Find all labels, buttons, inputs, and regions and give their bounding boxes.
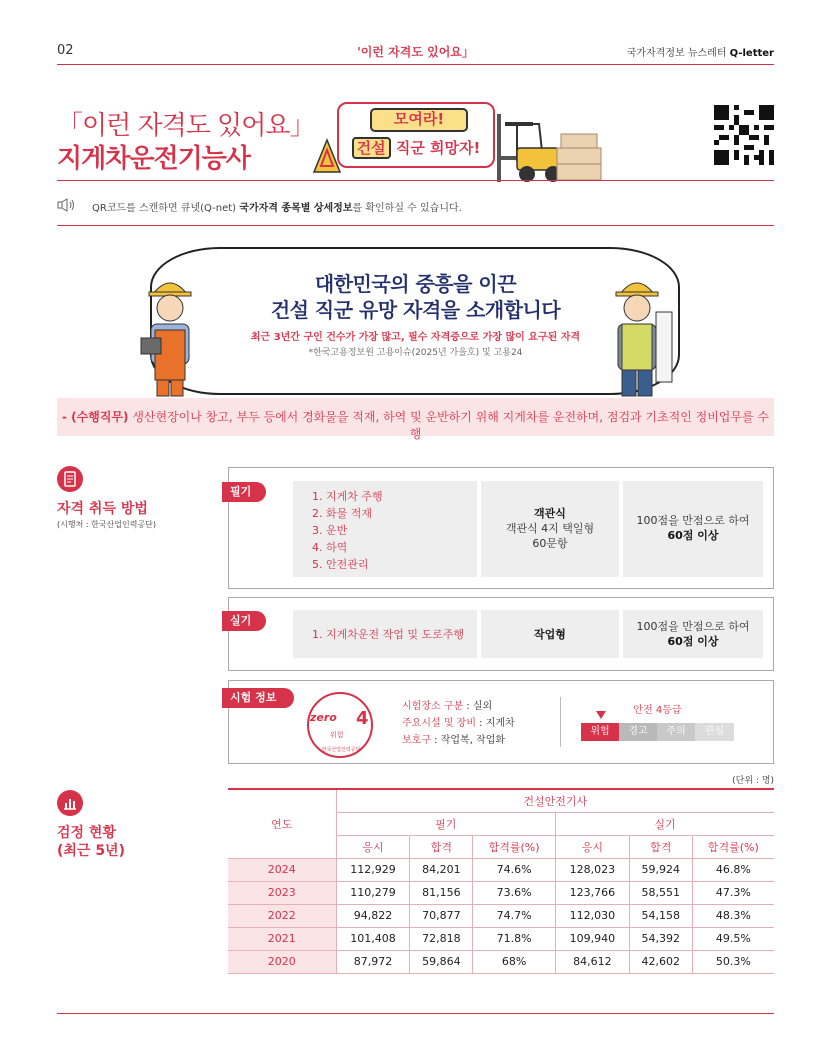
cell: 58,551 <box>629 881 692 904</box>
qr-notice <box>92 199 462 214</box>
section-title: '이런 자격도 있어요」 <box>357 45 474 59</box>
written-subject: 2. 화물 적재 <box>312 507 372 520</box>
exam-info-row <box>402 732 515 749</box>
cell: 59,864 <box>410 950 473 973</box>
sub-header: 합격 <box>410 835 473 858</box>
cell-year: 2021 <box>228 927 336 950</box>
practical-pass-line1: 100점을 만점으로 하여 <box>636 620 750 633</box>
newsletter-label: 국가자격정보 뉴스레터 <box>626 48 730 59</box>
notice-post: 를 확인하실 수 있습니다. <box>352 203 462 214</box>
written-subject: 3. 운반 <box>312 524 348 537</box>
cell: 70,877 <box>410 904 473 927</box>
practical-header: 실기 <box>555 812 774 835</box>
written-tag: 필기 <box>222 482 266 502</box>
stats-title-sub: (최근 5년) <box>57 843 125 859</box>
table-row <box>228 858 774 881</box>
group-header: 건설안전기사 <box>336 789 774 812</box>
written-pass-criteria <box>623 513 763 543</box>
exam-info-sep: : <box>463 701 473 712</box>
cell: 54,158 <box>629 904 692 927</box>
sign-rest: 직군 희망자! <box>390 139 481 157</box>
col-year: 연도 <box>228 789 336 858</box>
sign-text-line2 <box>346 135 486 161</box>
sub-header: 합격률(%) <box>473 835 556 858</box>
banner-headline-1: 대한민국의 중흥을 이끈 <box>314 272 517 296</box>
cell: 84,612 <box>555 950 629 973</box>
written-subject: 1. 지게차 주행 <box>312 490 383 503</box>
indicator-arrow-icon <box>596 711 606 719</box>
exam-info-row <box>402 698 515 715</box>
written-subject: 4. 하역 <box>312 541 348 554</box>
written-pass-line1: 100점을 만점으로 하여 <box>636 514 750 527</box>
notice-pre: QR코드를 스캔하면 큐넷(Q-net) <box>92 203 240 214</box>
cell: 94,822 <box>336 904 410 927</box>
grade-interest: 관심 <box>695 723 734 741</box>
speaker-icon <box>57 198 77 212</box>
sub-header: 합격 <box>629 835 692 858</box>
exam-info-value: 지게차 <box>485 718 515 729</box>
sign-text-line1: 모여라! <box>370 108 468 132</box>
cell: 71.8% <box>473 927 556 950</box>
exam-info-value: 실외 <box>472 701 493 712</box>
grade-caution: 주의 <box>657 723 695 741</box>
banner-source: *한국고용정보원 고용이슈(2025년 가을호) 및 고용24 <box>308 348 523 358</box>
table-row <box>228 927 774 950</box>
header-divider <box>57 64 774 65</box>
written-subject: 5. 안전관리 <box>312 558 369 571</box>
practical-method-title: 작업형 <box>534 628 566 641</box>
stats-table <box>228 788 774 974</box>
written-method-detail1: 객관식 4지 택일형 <box>505 522 595 535</box>
cell: 54,392 <box>629 927 692 950</box>
practical-method <box>481 627 619 642</box>
newsletter-name <box>627 44 774 59</box>
exam-info-row <box>402 715 515 732</box>
cell: 128,023 <box>555 858 629 881</box>
cell: 81,156 <box>410 881 473 904</box>
zero4-logo-number: 4 <box>356 708 369 729</box>
table-row <box>228 881 774 904</box>
duty-label: - (수행직무) <box>62 410 129 424</box>
duty-text: 생산현장이나 창고, 부두 등에서 경화물을 적재, 하역 및 운반하기 위해 지게차를 운전하며, 점검과 기초적인 정비업무를 수행 <box>128 410 769 441</box>
cell: 73.6% <box>473 881 556 904</box>
cell: 59,924 <box>629 858 692 881</box>
cell: 72,818 <box>410 927 473 950</box>
cell: 42,602 <box>629 950 692 973</box>
written-method-title: 객관식 <box>534 507 566 520</box>
page-number: 02 <box>57 43 74 58</box>
cell: 68% <box>473 950 556 973</box>
cell: 109,940 <box>555 927 629 950</box>
exam-info-key: 시험장소 구분 <box>402 701 464 712</box>
zero4-logo-word: zero <box>310 711 337 724</box>
cell: 74.7% <box>473 904 556 927</box>
cell: 101,408 <box>336 927 410 950</box>
written-subject-list <box>312 488 383 573</box>
stats-title: 검정 현황 <box>57 825 116 841</box>
cell: 46.8% <box>692 858 774 881</box>
zero4-logo-ring: 한국산업인력공단 <box>321 747 361 753</box>
exam-info-key: 주요시설 및 장비 <box>402 718 476 729</box>
exam-info-value: 작업복, 작업화 <box>440 735 506 746</box>
banner-headline-2: 건설 직군 유망 자격을 소개합니다 <box>270 298 561 322</box>
page-title-line1: 「이런 자격도 있어요」 <box>57 111 315 141</box>
sub-header: 합격률(%) <box>692 835 774 858</box>
practical-subject: 1. 지게차운전 작업 및 도로주행 <box>312 628 464 641</box>
practical-pass-line2: 60점 이상 <box>667 635 719 648</box>
cell: 84,201 <box>410 858 473 881</box>
grade-warning: 경고 <box>619 723 657 741</box>
duty-description <box>57 408 774 442</box>
cell: 112,030 <box>555 904 629 927</box>
cell: 49.5% <box>692 927 774 950</box>
table-row <box>228 950 774 973</box>
sub-header: 응시 <box>555 835 629 858</box>
cell: 123,766 <box>555 881 629 904</box>
exam-info-tag: 시험 정보 <box>222 688 294 708</box>
unit-label: (단위 : 명) <box>732 776 774 786</box>
zero4-logo-sub: 위험 <box>330 731 344 739</box>
acquisition-subtitle: (시행처 : 한국산업인력공단) <box>57 520 157 529</box>
acquisition-title: 자격 취득 방법 <box>57 501 148 517</box>
cell: 47.3% <box>692 881 774 904</box>
cell-year: 2023 <box>228 881 336 904</box>
cell: 50.3% <box>692 950 774 973</box>
worker-left-illustration <box>135 272 205 398</box>
cell: 87,972 <box>336 950 410 973</box>
exam-info-sep: : <box>430 735 441 746</box>
title-divider <box>57 180 774 181</box>
cell-year: 2024 <box>228 858 336 881</box>
worker-right-illustration <box>600 272 680 398</box>
document-icon <box>57 466 83 492</box>
banner-subtitle: 최근 3년간 구인 건수가 가장 많고, 필수 자격증으로 가장 많이 요구된 자격 <box>250 332 581 343</box>
safety-grade-title: 안전 4등급 <box>633 705 682 716</box>
cell: 110,279 <box>336 881 410 904</box>
written-header: 필기 <box>336 812 555 835</box>
qr-code[interactable] <box>714 105 774 165</box>
cell-year: 2022 <box>228 904 336 927</box>
footer-divider <box>57 1013 774 1014</box>
page-title-line2: 지게차운전기능사 <box>57 144 250 174</box>
notice-divider <box>57 225 774 226</box>
cell: 112,929 <box>336 858 410 881</box>
practical-tag: 실기 <box>222 611 266 631</box>
cell-year: 2020 <box>228 950 336 973</box>
sub-header: 응시 <box>336 835 410 858</box>
exam-info-key: 보호구 <box>402 735 431 746</box>
written-method <box>481 506 619 551</box>
chart-icon <box>57 790 83 816</box>
exam-info-list <box>402 698 515 749</box>
exam-info-sep: : <box>475 718 486 729</box>
notice-bold: 국가자격 종목별 상세정보 <box>239 203 353 214</box>
exam-info-divider <box>560 697 561 747</box>
written-method-detail2: 60문항 <box>532 537 568 550</box>
newsletter-brand: Q-letter <box>729 48 774 59</box>
grade-danger: 위험 <box>581 723 619 741</box>
sign-highlight: 건설 <box>352 137 391 159</box>
cell: 48.3% <box>692 904 774 927</box>
table-row <box>228 904 774 927</box>
forklift-illustration <box>495 108 605 186</box>
written-pass-line2: 60점 이상 <box>667 529 719 542</box>
practical-pass-criteria <box>623 619 763 649</box>
cell: 74.6% <box>473 858 556 881</box>
